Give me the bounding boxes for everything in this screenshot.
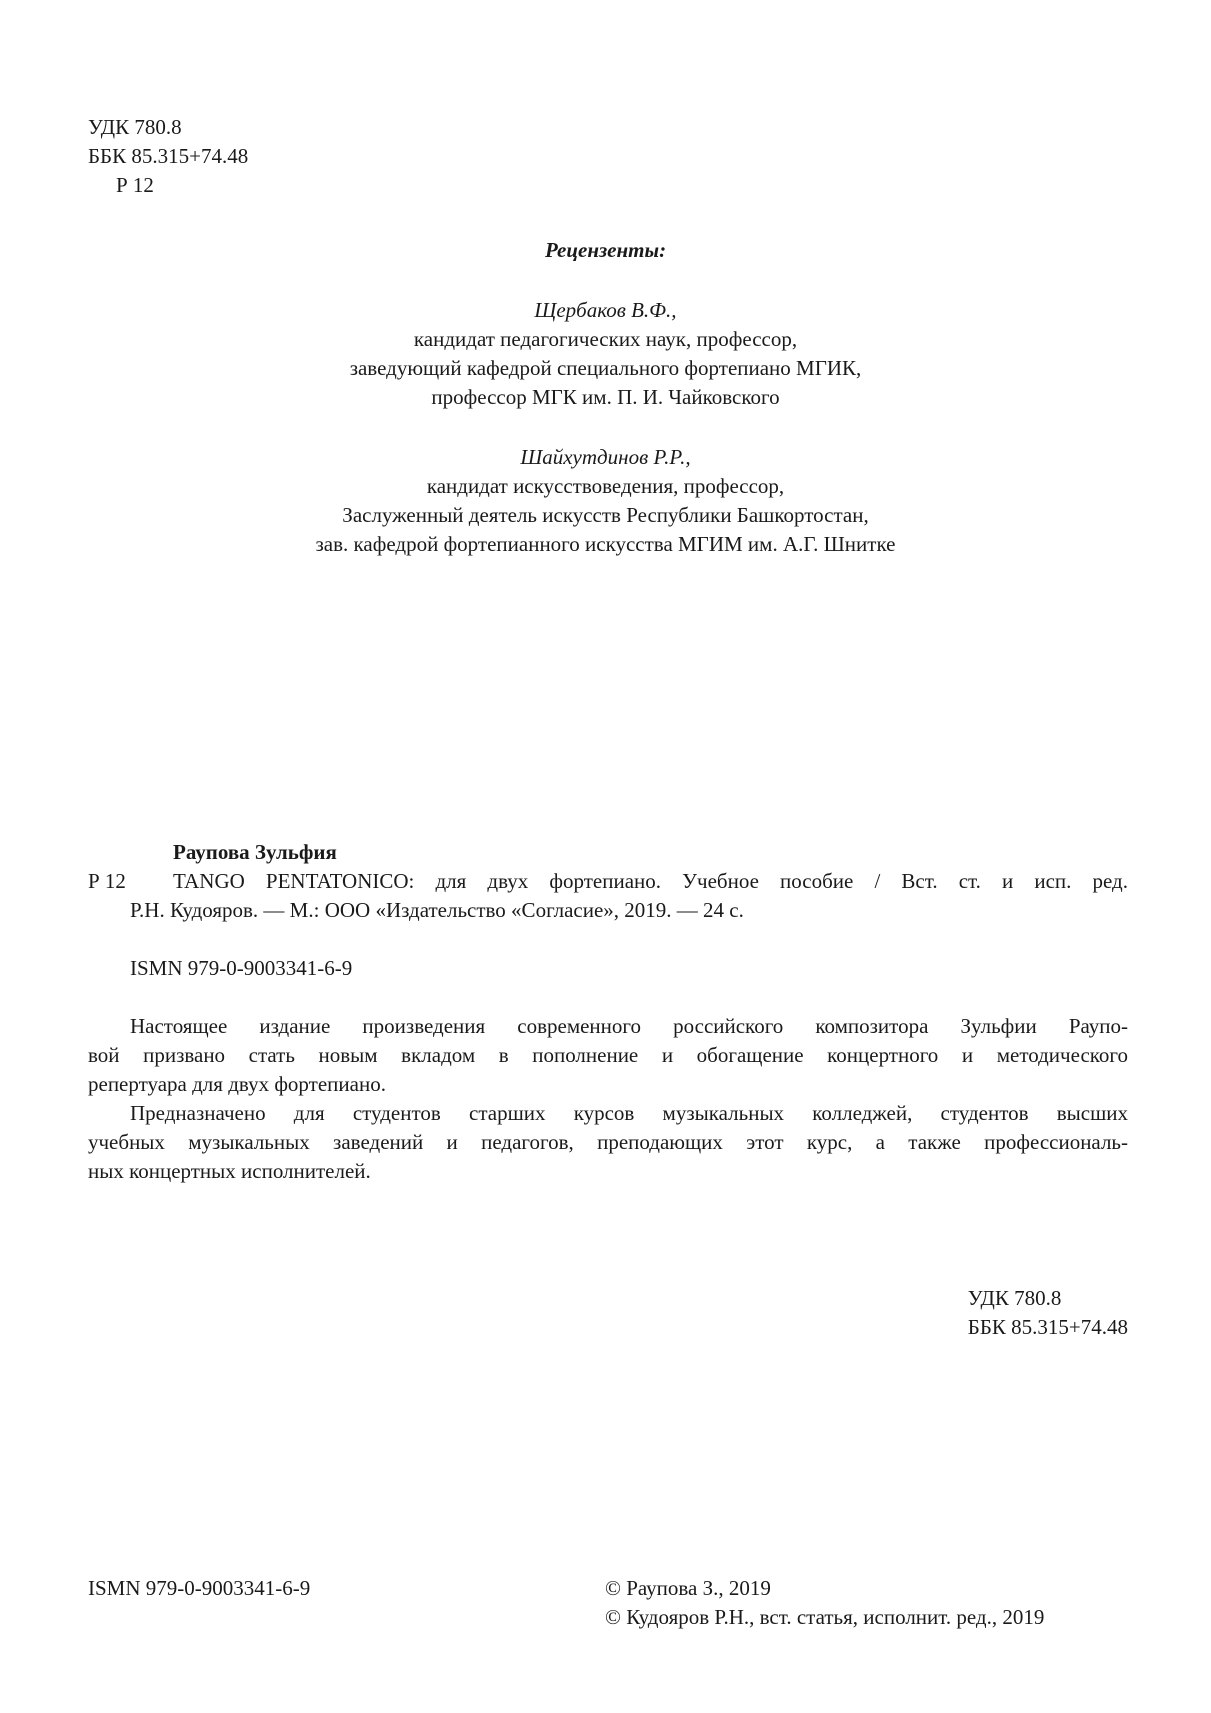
udk-code: УДК 780.8 bbox=[967, 1286, 1062, 1310]
annotation-line: Предназначено для студентов старших курсов музыкальных колледжей, студентов высших bbox=[130, 1101, 1128, 1125]
bbk-code: ББК 85.315+74.48 bbox=[967, 1315, 1128, 1339]
annotation-line: ных концертных исполнителей. bbox=[88, 1159, 371, 1183]
reviewer-name: Щербаков В.Ф., bbox=[534, 298, 677, 322]
reviewer-credential: кандидат искусствоведения, профессор, bbox=[426, 474, 785, 498]
reviewers-heading: Рецензенты: bbox=[544, 238, 667, 262]
author-sign: Р 12 bbox=[116, 173, 154, 197]
copyright-block bbox=[605, 1574, 1044, 1632]
reviewer-credential: профессор МГК им. П. И. Чайковского bbox=[431, 385, 780, 409]
ismn-number: ISMN 979-0-9003341-6-9 bbox=[130, 956, 353, 980]
annotation-line: учебных музыкальных заведений и педагогов, преподающих этот курс, а также профессиональ- bbox=[88, 1130, 1128, 1154]
udk-code: УДК 780.8 bbox=[88, 115, 182, 139]
annotation-line: репертуара для двух фортепиано. bbox=[88, 1072, 386, 1096]
reviewer-credential: заведующий кафедрой специального фортепиано МГИК, bbox=[349, 356, 862, 380]
top-classification-codes bbox=[88, 113, 248, 200]
reviewer-credential: зав. кафедрой фортепианного искусства МГИМ им. А.Г. Шнитке bbox=[315, 532, 896, 556]
bibliographic-publisher-line: Р.Н. Кудояров. — М.: ООО «Издательство «Согласие», 2019. — 24 с. bbox=[130, 898, 744, 922]
reviewer-name: Шайхутдинов Р.Р., bbox=[520, 445, 691, 469]
copyright-author: © Раупова З., 2019 bbox=[605, 1576, 771, 1600]
reviewer-credential: Заслуженный деятель искусств Республики Башкортостан, bbox=[342, 503, 869, 527]
bibliographic-title-line: TANGO PENTATONICO: для двух фортепиано. Учебное пособие / Вст. ст. и исп. ред. bbox=[173, 869, 1128, 893]
copyright-editor: © Кудояров Р.Н., вст. статья, исполнит. ред., 2019 bbox=[605, 1605, 1045, 1629]
book-author: Раупова Зульфия bbox=[173, 840, 337, 864]
annotation bbox=[88, 1012, 1128, 1186]
reviewer-block bbox=[0, 296, 1211, 412]
reviewer-credential: кандидат педагогических наук, профессор, bbox=[413, 327, 798, 351]
bbk-code: ББК 85.315+74.48 bbox=[88, 144, 249, 168]
bottom-classification-codes bbox=[968, 1284, 1128, 1342]
annotation-line: Настоящее издание произведения современного российского композитора Зульфии Раупо- bbox=[130, 1014, 1128, 1038]
bibliographic-description bbox=[173, 867, 1128, 896]
bibliographic-code: Р 12 bbox=[88, 869, 126, 893]
footer-ismn: ISMN 979-0-9003341-6-9 bbox=[88, 1576, 311, 1600]
reviewer-block bbox=[0, 443, 1211, 559]
annotation-line: вой призвано стать новым вкладом в пополнение и обогащение концертного и методического bbox=[88, 1043, 1128, 1067]
